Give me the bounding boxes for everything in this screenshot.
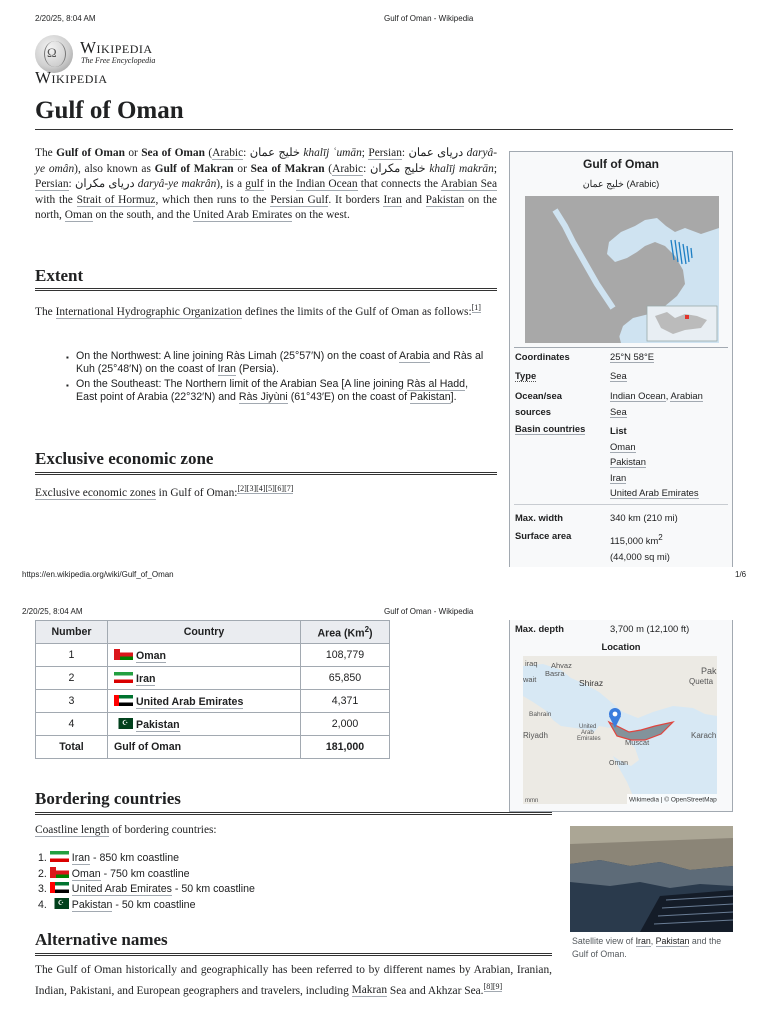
link-persian[interactable]: Persian xyxy=(368,147,402,159)
bordering-divider xyxy=(35,812,552,815)
link-ras-jiyuni[interactable]: Ràs Jiyùni xyxy=(238,391,288,403)
infobox-location-heading: Location xyxy=(601,641,641,652)
flag-iran-icon xyxy=(114,672,133,683)
svg-text:wait: wait xyxy=(523,675,537,684)
list-item: 2. Oman - 750 km coastline xyxy=(38,867,190,880)
svg-text:Arab: Arab xyxy=(581,730,594,736)
link-arabic[interactable]: Arabic xyxy=(212,147,244,159)
link-ras-al-hadd[interactable]: Ràs al Hadd xyxy=(406,378,466,390)
infobox-ocean: Indian Ocean, Arabian Sea xyxy=(610,390,703,417)
print-datetime: 2/20/25, 8:04 AM xyxy=(35,14,96,23)
flag-pakistan-icon: ☪ xyxy=(50,898,69,909)
infobox-basin-uae[interactable]: United Arab Emirates xyxy=(610,487,699,498)
section-heading-alternative-names: Alternative names xyxy=(35,930,168,949)
link-uae[interactable]: United Arab Emirates xyxy=(192,209,293,221)
flag-uae-icon xyxy=(114,695,133,706)
table-row: 1 Oman 108,779 xyxy=(36,644,390,667)
link-indian-ocean[interactable]: Indian Ocean xyxy=(296,178,358,190)
link-arabia[interactable]: Arabia xyxy=(399,350,430,362)
infobox-label-width: Max. width xyxy=(515,512,563,523)
infobox-title: Gulf of Oman xyxy=(583,157,659,171)
eez-divider xyxy=(35,472,497,475)
link-arabic-2[interactable]: Arabic xyxy=(332,162,364,175)
extent-paragraph: The International Hydrographic Organization defines the limits of the Gulf of Oman as follows:[1] xyxy=(35,303,481,318)
infobox-label-basin[interactable]: Basin countries xyxy=(515,423,586,434)
wikipedia-wordmark-secondary: Wikipedia xyxy=(35,68,108,87)
infobox-label-coordinates: Coordinates xyxy=(515,351,570,362)
link-pakistan-table[interactable]: Pakistan xyxy=(136,718,180,731)
link-arabian-sea[interactable]: Arabian Sea xyxy=(440,178,498,190)
section-heading-bordering: Bordering countries xyxy=(35,789,181,808)
list-item: 3. United Arab Emirates - 50 km coastline xyxy=(38,883,255,896)
title-divider xyxy=(35,129,733,130)
svg-text:United: United xyxy=(579,724,597,730)
list-item: ▪ On the Southeast: The Northern limit of the Arabian Sea [A line joining Ràs al Hadd, East point of Arabia (22°32′N) and Ràs Jiyùni (61°43′E) on the coast of Pakistan]. xyxy=(66,378,486,404)
extent-list xyxy=(66,350,486,406)
link-pakistan-2[interactable]: Pakistan xyxy=(410,391,451,403)
eez-paragraph: Exclusive economic zones in Gulf of Oman:[2][3][4][5][6][7] xyxy=(35,484,294,499)
print-url: https://en.wikipedia.org/wiki/Gulf_of_Oman xyxy=(22,570,174,579)
infobox-basin xyxy=(610,423,699,501)
ref-1[interactable]: [1] xyxy=(471,303,481,312)
link-pakistan-caption[interactable]: Pakistan xyxy=(655,936,690,946)
svg-text:Karach: Karach xyxy=(691,731,717,740)
svg-text:Quetta: Quetta xyxy=(689,677,714,686)
svg-text:Muscat: Muscat xyxy=(625,738,650,747)
infobox-basin-list-toggle[interactable]: List xyxy=(610,425,627,436)
infobox-type[interactable]: Sea xyxy=(610,370,627,381)
link-iran-coast[interactable]: Iran xyxy=(71,852,91,864)
infobox-depth: 3,700 m (12,100 ft) xyxy=(610,623,690,634)
svg-text:Oman: Oman xyxy=(609,760,629,767)
link-arabian-sea-ib[interactable]: Arabian xyxy=(670,390,703,401)
link-oman[interactable]: Oman xyxy=(64,209,93,221)
print-title-2: Gulf of Oman - Wikipedia xyxy=(384,607,474,616)
alt-paragraph: The Gulf of Oman historically and geographically has been referred to by different names by Arabian, Iranian, Indian, Pakistani, and European geographers and travelers, including Makran Sea and Akhzar Sea.[8][9] xyxy=(35,964,552,997)
link-uae-coast[interactable]: United Arab Emirates xyxy=(71,883,172,896)
section-heading-eez: Exclusive economic zone xyxy=(35,449,214,468)
column-header-country[interactable]: Country xyxy=(108,621,301,644)
list-item: 1. Iran - 850 km coastline xyxy=(38,852,179,864)
print-datetime-2: 2/20/25, 8:04 AM xyxy=(22,607,83,616)
location-map[interactable] xyxy=(523,656,717,804)
print-page-number: 1/6 xyxy=(735,570,747,579)
flag-oman-icon xyxy=(50,867,69,878)
link-coastline-length[interactable]: Coastline length xyxy=(35,824,110,836)
infobox-label-type: Type xyxy=(515,370,537,381)
svg-text:Ahvaz: Ahvaz xyxy=(551,661,572,670)
link-strait-of-hormuz[interactable]: Strait of Hormuz xyxy=(76,193,156,206)
link-arabian-sea-ib-2[interactable]: Sea xyxy=(610,405,627,417)
link-iho[interactable]: International Hydrographic Organization xyxy=(55,305,242,318)
gulf-of-oman-locator-map[interactable] xyxy=(525,196,719,343)
infobox-basin-pakistan[interactable]: Pakistan xyxy=(610,456,646,467)
infobox-subtitle: خليج عمان (Arabic) xyxy=(582,178,660,189)
section-heading-extent: Extent xyxy=(35,266,84,285)
wikipedia-tagline: The Free Encyclopedia xyxy=(81,56,156,65)
svg-text:Pak: Pak xyxy=(701,666,717,676)
table-header-row xyxy=(36,621,390,644)
infobox-label-area: Surface area xyxy=(515,530,572,541)
flag-oman-icon xyxy=(114,649,133,660)
flag-pakistan-icon: ☪ xyxy=(114,718,133,729)
link-oman-coast[interactable]: Oman xyxy=(71,867,101,880)
alt-divider xyxy=(35,953,552,956)
infobox-continued xyxy=(509,620,733,812)
link-pakistan[interactable]: Pakistan xyxy=(425,193,465,206)
infobox-area: 115,000 $km^2$ (44,000 sq mi) xyxy=(610,533,670,562)
link-gulf[interactable]: gulf xyxy=(245,178,264,190)
table-row: 4 ☪ Pakistan 2,000 xyxy=(36,713,390,736)
table-total-row: Total Gulf of Oman 181,000 xyxy=(36,736,390,759)
infobox-label-depth: Max. depth xyxy=(515,623,564,634)
infobox-coordinates[interactable]: 25°N 58°E xyxy=(610,351,654,362)
svg-text:iraq: iraq xyxy=(525,659,538,668)
link-uae-table[interactable]: United Arab Emirates xyxy=(136,695,244,708)
column-header-area[interactable]: Area (Km$^2$) xyxy=(301,621,390,644)
column-header-number[interactable]: Number xyxy=(36,621,108,644)
svg-text:Shiraz: Shiraz xyxy=(579,678,604,688)
eez-table xyxy=(35,620,390,759)
link-persian-gulf[interactable]: Persian Gulf xyxy=(270,193,329,206)
flag-iran-icon xyxy=(50,851,69,862)
refs-2-7[interactable]: [2][3][4][5][6][7] xyxy=(237,484,294,493)
link-makran[interactable]: Makran xyxy=(351,984,388,997)
svg-text:Emirates: Emirates xyxy=(577,736,601,742)
infobox-basin-iran[interactable]: Iran xyxy=(610,471,627,483)
extent-divider xyxy=(35,288,497,291)
bordering-paragraph: Coastline length of bordering countries: xyxy=(35,824,217,836)
print-title: Gulf of Oman - Wikipedia xyxy=(384,14,474,23)
svg-text:Basra: Basra xyxy=(545,669,565,678)
infobox-width: 340 km (210 mi) xyxy=(610,512,678,523)
map-credit[interactable]: Wikimedia | © OpenStreetMap xyxy=(629,796,717,804)
link-indian-ocean-ib[interactable]: Indian Ocean xyxy=(610,390,666,401)
intro-paragraph: The Gulf of Oman or Sea of Oman (Arabic: خليج عمان khalīj ʿumān; Persian: دریای عمان daryâ-ye omân), also known as Gulf of Makran or Sea of Makran (Arabic: خليج مكران khalīj makrān; Persian: دریای مکران daryâ-ye makrân), is a gulf in the Indian Ocean that connects the Arabian Sea with the Strait of Hormuz, which then runs to the Persian Gulf. It borders Iran and Pakistan on the north, Oman on the south, and the United Arab Emirates on the west. xyxy=(35,147,498,221)
list-item: 4. ☪ Pakistan - 50 km coastline xyxy=(38,899,196,912)
link-persian-2[interactable]: Persian xyxy=(35,178,69,190)
page-title: Gulf of Oman xyxy=(35,97,184,124)
table-row: 3 United Arab Emirates 4,371 xyxy=(36,690,390,713)
link-pakistan-coast[interactable]: Pakistan xyxy=(71,899,113,912)
link-iran[interactable]: Iran xyxy=(383,193,402,206)
link-oman-table[interactable]: Oman xyxy=(136,649,167,662)
satellite-caption: Satellite view of Iran, Pakistan and the Gulf of Oman. xyxy=(572,936,722,959)
link-iran-caption[interactable]: Iran xyxy=(635,936,651,946)
infobox-basin-oman[interactable]: Oman xyxy=(610,440,636,452)
refs-8-9[interactable]: [8][9] xyxy=(483,981,503,991)
infobox xyxy=(509,151,733,567)
link-eez[interactable]: Exclusive economic zones xyxy=(35,486,156,499)
list-item: ▪ On the Northwest: A line joining Ràs Limah (25°57′N) on the coast of Arabia and Ràs al Kuh (25°48′N) on the coast of Iran (Persia). xyxy=(66,350,486,376)
link-iran-table[interactable]: Iran xyxy=(136,672,156,685)
link-iran-2[interactable]: Iran xyxy=(217,363,236,375)
svg-text:Riyadh: Riyadh xyxy=(523,731,548,740)
coastline-list xyxy=(38,851,255,914)
infobox-label-ocean: Ocean/sea sources xyxy=(515,390,562,417)
svg-text:mmn: mmn xyxy=(525,798,539,804)
wikipedia-wordmark[interactable]: Wikipedia xyxy=(80,38,153,57)
table-row: 2 Iran 65,850 xyxy=(36,667,390,690)
svg-text:Bahrain: Bahrain xyxy=(529,711,552,718)
satellite-image[interactable] xyxy=(570,826,733,932)
flag-uae-icon xyxy=(50,882,69,893)
